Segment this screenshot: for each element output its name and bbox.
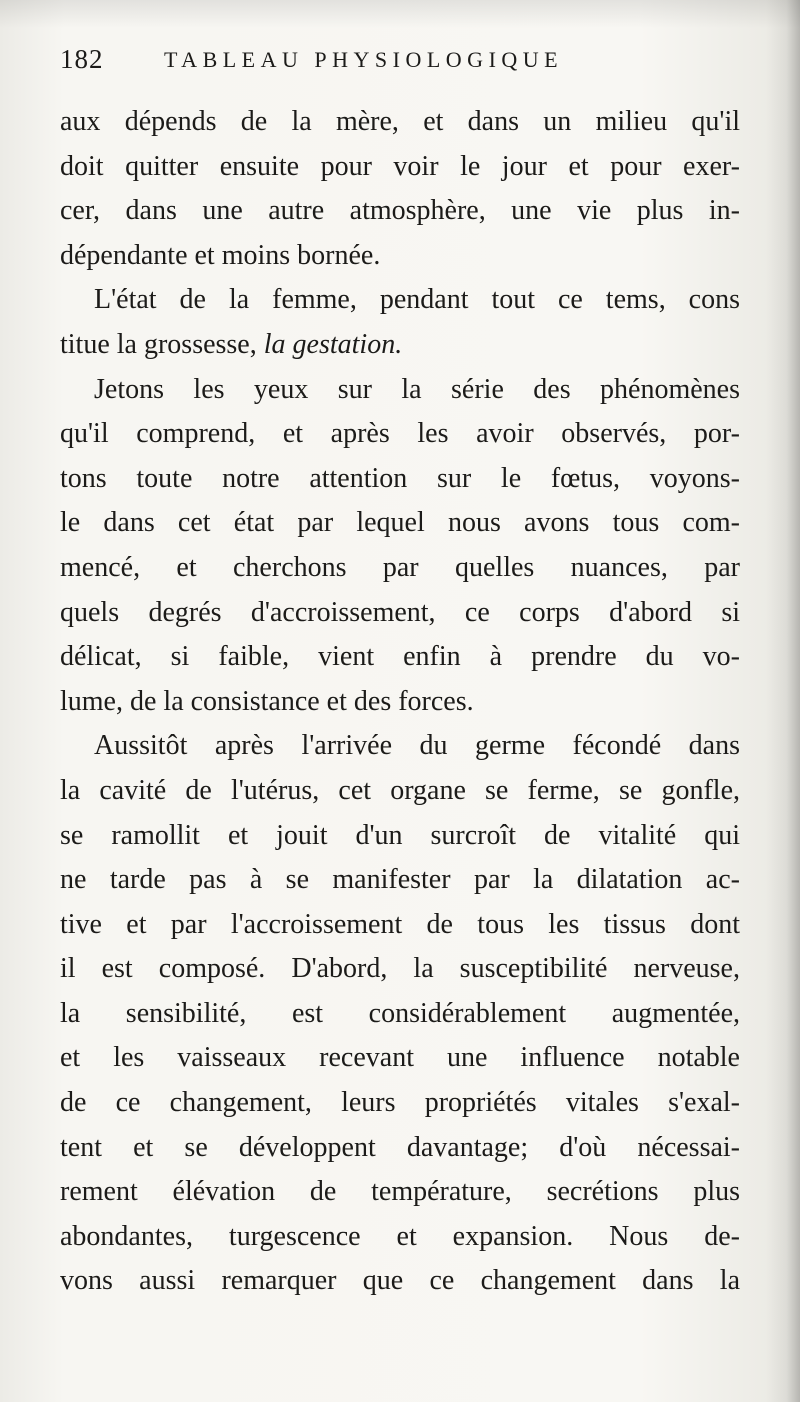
text-run: titue la grossesse, (60, 328, 264, 360)
italic-term: la gestation. (263, 328, 403, 360)
text-line: il est composé. D'abord, la susceptibilité nerveuse, (60, 953, 740, 985)
text-line: vons aussi remarquer que ce changement dans la (60, 1265, 740, 1297)
text-line: rement élévation de température, secrétions plus (60, 1176, 740, 1208)
text-line: qu'il comprend, et après les avoir observés, por- (60, 418, 740, 450)
text-line: quels degrés d'accroissement, ce corps d'abord si (60, 596, 740, 628)
text-line: et les vaisseaux recevant une influence notable (60, 1042, 740, 1074)
text-line: Jetons les yeux sur la série des phénomènes (94, 373, 740, 405)
text-line: aux dépends de la mère, et dans un milieu qu'il (60, 106, 740, 137)
text-line: doit quitter ensuite pour voir le jour et pour exer- (60, 150, 740, 182)
page-shadow-top (0, 0, 800, 28)
paragraph-1 (60, 100, 740, 278)
page-shadow-right (766, 0, 800, 1402)
text-line: la sensibilité, est considérablement augmentée, (60, 997, 740, 1029)
page-number: 182 (60, 44, 104, 74)
body-text (60, 100, 740, 1304)
text-line: abondantes, turgescence et expansion. Nous de- (60, 1220, 740, 1252)
text-line: tons toute notre attention sur le fœtus, voyons- (60, 462, 740, 494)
paragraph-4 (60, 724, 740, 1304)
text-line: délicat, si faible, vient enfin à prendre du vo- (60, 641, 740, 673)
text-line: ne tarde pas à se manifester par la dilatation ac- (60, 864, 740, 896)
text-line: tent et se développent davantage; d'où nécessai- (60, 1131, 740, 1163)
text-line: L'état de la femme, pendant tout ce tems, cons (94, 284, 740, 316)
text-line: cer, dans une autre atmosphère, une vie plus in- (60, 195, 740, 227)
text-line: de ce changement, leurs propriétés vitales s'exal- (60, 1087, 740, 1119)
running-title: TABLEAU PHYSIOLOGIQUE (164, 47, 564, 72)
paragraph-2 (60, 278, 740, 367)
text-line: le dans cet état par lequel nous avons tous com- (60, 507, 740, 539)
text-line: lume, de la consistance et des forces. (60, 685, 474, 717)
text-line (60, 323, 740, 368)
text-line: Aussitôt après l'arrivée du germe fécondé dans (94, 730, 740, 762)
text-line: la cavité de l'utérus, cet organe se ferme, se gonfle, (60, 774, 740, 806)
paragraph-3 (60, 368, 740, 725)
text-line: se ramollit et jouit d'un surcroît de vitalité qui (60, 819, 740, 851)
text-line: tive et par l'accroissement de tous les tissus dont (60, 908, 740, 940)
page-header (60, 44, 740, 84)
text-line: dépendante et moins bornée. (60, 239, 381, 271)
text-line: mencé, et cherchons par quelles nuances, par (60, 551, 740, 583)
